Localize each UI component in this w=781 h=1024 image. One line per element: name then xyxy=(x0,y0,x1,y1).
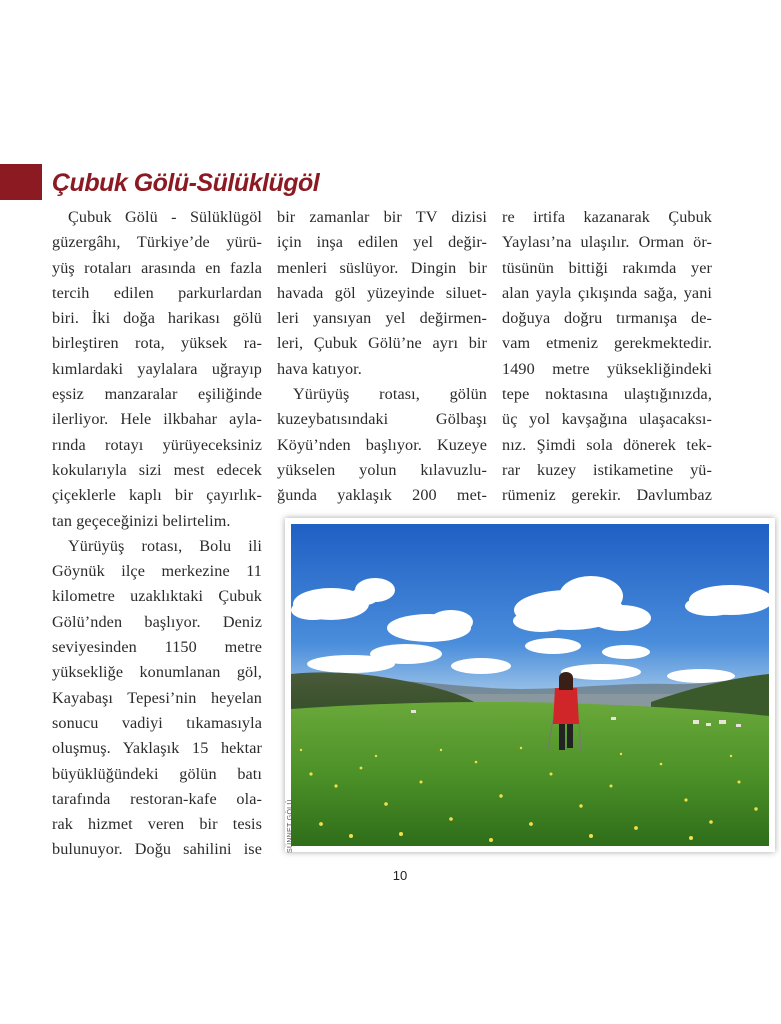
text-line: menleri süslüyor. Dingin bir xyxy=(277,258,487,277)
photo-frame xyxy=(285,518,775,852)
text-line: ğunda yaklaşık 200 met- xyxy=(277,486,487,505)
text-line: oluşmuş. Yaklaşık 15 hektar xyxy=(52,739,262,758)
text-line: kuzeybatısındaki Gölbaşı xyxy=(277,410,487,429)
text-line: Yürüyüş rotası, Bolu ili xyxy=(68,536,262,555)
text-line: tepe noktasına ulaştığınızda, xyxy=(502,385,712,404)
text-line: üç yol kavşağına ulaşacaksı- xyxy=(502,410,712,429)
text-line: tarafında restoran-kafe ola- xyxy=(52,789,262,808)
text-line: çiçeklerle kaplı bir çayırlık- xyxy=(52,486,262,505)
title-accent-bar xyxy=(0,164,42,200)
article-title: Çubuk Gölü-Sülüklügöl xyxy=(52,169,320,197)
meadow-hiker-photo xyxy=(291,524,769,846)
text-line: güzergâhı, Türkiye’de yürü- xyxy=(52,233,262,252)
text-line: tercih edilen parkurlardan xyxy=(52,283,262,302)
text-line: tan geçeceğinizi belirtelim. xyxy=(52,511,231,530)
text-line: alan yayla çıkışında sağa, yani xyxy=(502,283,712,302)
text-line: biri. İki doğa harikası gölü xyxy=(52,309,262,328)
text-line: sonucu vadiyi tıkamasıyla xyxy=(52,713,262,732)
text-line: Çubuk Gölü - Sülüklügöl xyxy=(68,208,262,226)
text-line: eşsiz manzaralar eşiliğinde xyxy=(52,385,262,404)
paragraph xyxy=(502,205,712,509)
text-column-3 xyxy=(502,205,712,509)
page-number: 10 xyxy=(392,868,408,883)
photo-credit: SÜNNET GÖLÜ xyxy=(287,799,294,853)
text-line: nız. Şimdi sola dönerek tek- xyxy=(502,435,712,454)
text-line: rak hizmet veren bir tesis xyxy=(52,815,262,834)
text-line: Kayabaşı Tepesi’nin heyelan xyxy=(52,688,262,707)
text-line: hava katıyor. xyxy=(277,359,362,378)
text-line: yüksekliğe konumlanan göl, xyxy=(52,663,262,682)
text-line: yükselen yolun kılavuzlu- xyxy=(277,460,487,479)
paragraph xyxy=(52,205,262,534)
text-line: Köyü’nden başlıyor. Kuzeye xyxy=(277,435,487,454)
paragraph xyxy=(52,534,262,863)
text-line: için inşa edilen yel değir- xyxy=(277,233,487,252)
text-line: birleştiren rota, yüksek ra- xyxy=(52,334,262,353)
text-line: rar kuzey istikametine yü- xyxy=(502,460,712,479)
text-line: leri yansıyan yel değirmen- xyxy=(277,309,487,328)
text-line: kilometre uzaklıktaki Çubuk xyxy=(52,587,262,606)
text-line: yüş rotaları arasında en fazla xyxy=(52,258,262,277)
paragraph xyxy=(277,205,487,382)
text-line: havada göl yüzeyinde siluet- xyxy=(277,283,487,302)
text-line: vam etmeniz gerekmektedir. xyxy=(502,334,712,353)
text-line: leri, Çubuk Gölü’ne ayrı bir xyxy=(277,334,487,353)
text-line: büyüklüğündeki gölün batı xyxy=(52,764,262,783)
text-line: re irtifa kazanarak Çubuk xyxy=(502,208,712,226)
text-column-2 xyxy=(277,205,487,509)
text-line: bir zamanlar bir TV dizisi xyxy=(277,208,487,226)
text-line: rında rotayı yürüyeceksiniz xyxy=(52,435,262,454)
text-line: Gölü’nden başlıyor. Deniz xyxy=(52,612,262,631)
text-line: 1490 metre yüksekliğindeki xyxy=(502,359,712,378)
text-line: Yaylası’na ulaşılır. Orman ör- xyxy=(502,233,712,252)
text-line: tüsünün bittiği rakımda yer xyxy=(502,258,712,277)
text-line: ilerliyor. Hele ilkbahar ayla- xyxy=(52,410,262,429)
text-line: rümeniz gerekir. Davlumbaz xyxy=(502,486,712,505)
text-line: kımlardaki yaylalara uğrayıp xyxy=(52,359,262,378)
text-column-1 xyxy=(52,205,262,863)
text-line: bulunuyor. Doğu sahilini ise xyxy=(52,840,262,859)
text-line: doğuya doğru tırmanışa de- xyxy=(502,309,712,328)
text-line: kokularıyla sizi mest edecek xyxy=(52,460,262,479)
paragraph xyxy=(277,382,487,508)
text-line: seviyesinden 1150 metre xyxy=(52,638,262,657)
text-line: Göynük ilçe merkezine 11 xyxy=(52,562,262,581)
text-line: Yürüyüş rotası, gölün xyxy=(293,385,487,404)
